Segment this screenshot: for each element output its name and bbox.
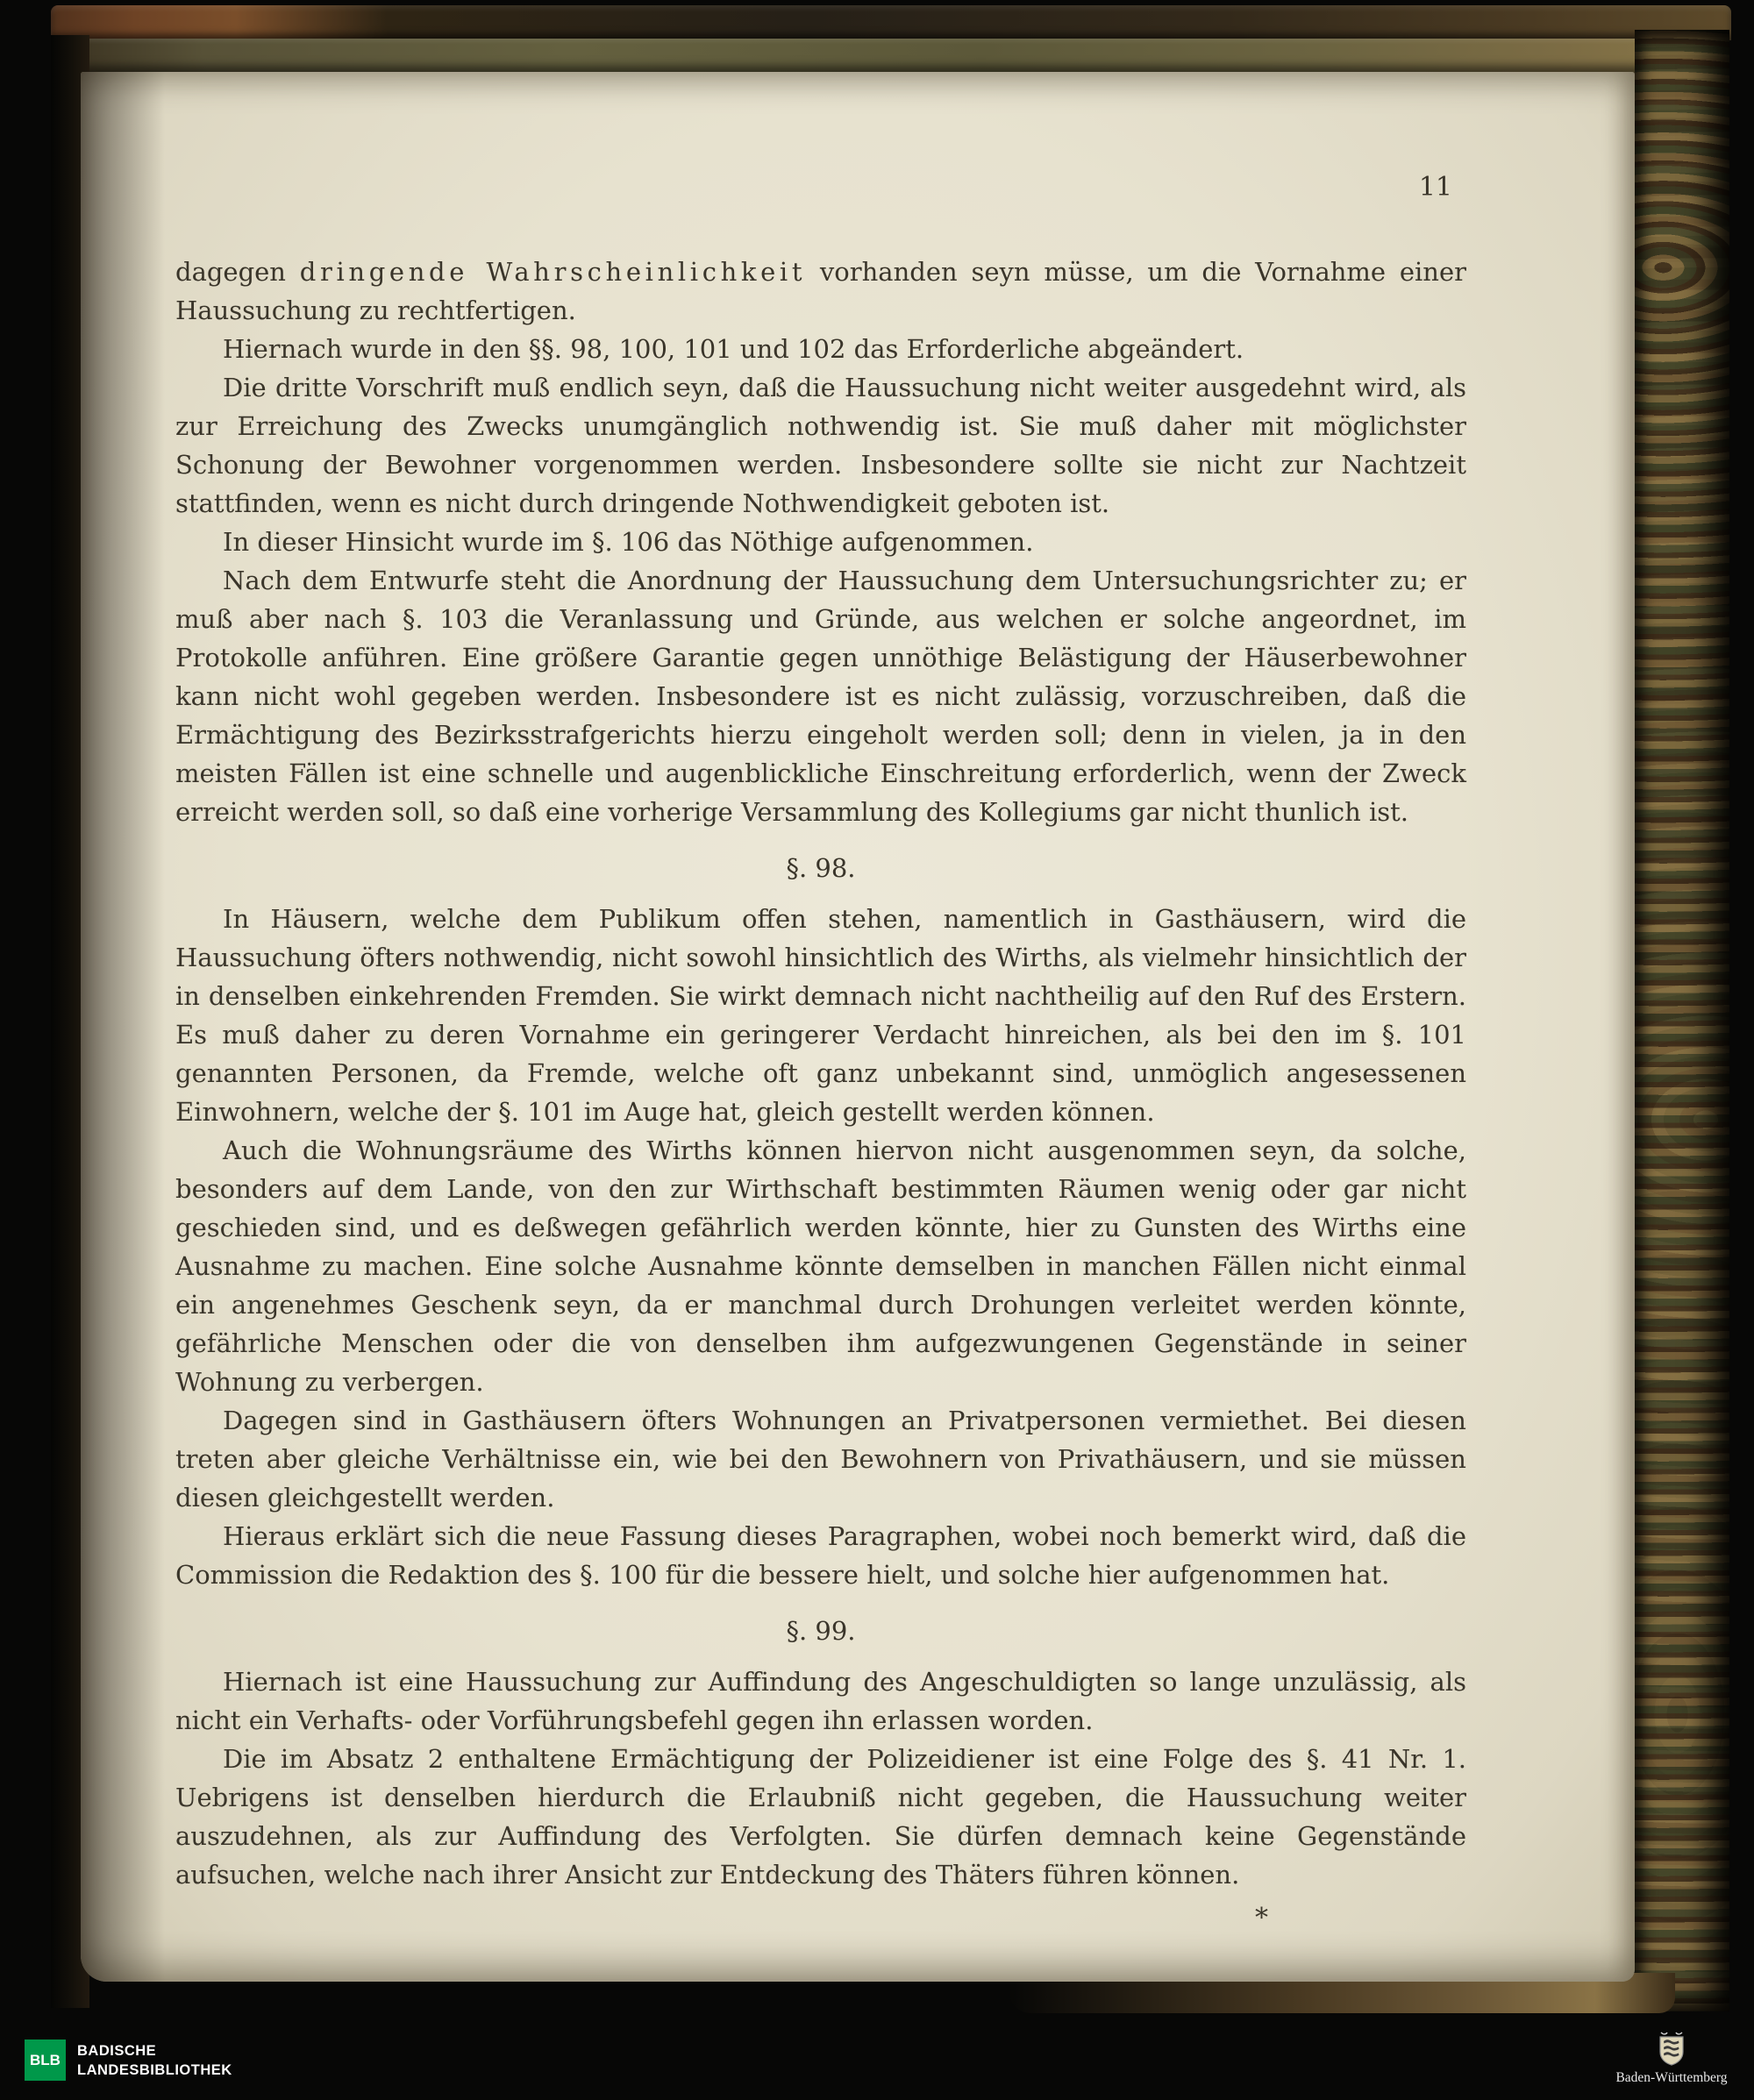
book-page	[81, 72, 1635, 1982]
paragraph-3: Die dritte Vorschrift muß endlich seyn, daß die Haussuchung nicht weiter ausgedehnt wird, als zur Erreichung des Zwecks unumgänglich nothwendig ist. Sie muß daher mit möglichster Schonung der Bewohner vorgenommen werden. Insbesondere sollte sie nicht zur Nachtzeit stattfinden, wenn es nicht durch dringende Nothwendigkeit geboten ist.	[175, 373, 1466, 518]
state-name: Baden-Württemberg	[1615, 2070, 1728, 2085]
bw-coat-of-arms-icon	[1658, 2032, 1686, 2068]
emphasized-text: dringende Wahrscheinlichkeit	[299, 257, 807, 287]
library-name-line1: BADISCHE	[77, 2042, 157, 2059]
section-heading-98: §. 98.	[786, 853, 856, 883]
book-cover-top-edge	[51, 5, 1731, 40]
signature-mark: *	[1255, 1903, 1268, 1933]
book-pages-top-edge	[70, 39, 1729, 74]
state-branding	[1601, 2032, 1742, 2086]
paragraph-continuation	[175, 253, 1466, 330]
library-branding	[25, 2039, 232, 2081]
blb-logo: BLB	[25, 2039, 66, 2081]
paragraph-5: Nach dem Entwurfe steht die Anordnung der Haussuchung dem Untersuchungsrichter zu; er muß aber nach §. 103 die Veranlassung und Gründe, aus welchen er solche angeordnet, im Protokolle anführen. Eine größere Garantie gegen unnöthige Belästigung der Häuserbewohner kann nicht wohl gegeben werden. Insbesondere ist es nicht zulässig, vorzuschreiben, daß die Ermächtigung des Bezirksstrafgerichts hierzu eingeholt werden soll; denn in vielen, ja in den meisten Fällen ist eine schnelle und augenblickliche Einschreitung erforderlich, wenn der Zweck erreicht werden soll, so daß eine vorherige Versammlung des Kollegiums gar nicht thunlich ist.	[175, 566, 1466, 827]
paragraph-7: Auch die Wohnungsräume des Wirths können hiervon nicht ausgenommen seyn, da solche, besonders auf dem Lande, von den zur Wirthschaft bestimmten Räumen wenig oder gar nicht geschieden sind, und es deßwegen gefährlich werden könnte, hier zu Gunsten des Wirths eine Ausnahme zu machen. Eine solche Ausnahme könnte demselben in manchen Fällen nicht einmal ein angenehmes Geschenk seyn, da er manchmal durch Drohungen verleitet werden könnte, gefährliche Menschen oder die von denselben ihm aufgezwungenen Gegenstände in seiner Wohnung zu verbergen.	[175, 1135, 1466, 1397]
paragraph-10: Hiernach ist eine Haussuchung zur Auffindung des Angeschuldigten so lange unzulässig, als nicht ein Verhafts- oder Vorführungsbefehl gegen ihn erlassen worden.	[175, 1667, 1466, 1735]
page-number: 11	[1418, 172, 1452, 203]
marbled-fore-edge	[1635, 30, 1729, 2011]
text-column	[175, 168, 1466, 1938]
section-heading-99: §. 99.	[786, 1616, 856, 1646]
paragraph-4: In dieser Hinsicht wurde im §. 106 das Nöthige aufgenommen.	[223, 527, 1034, 557]
library-name-line2: LANDESBIBLIOTHEK	[77, 2061, 232, 2078]
paragraph-11: Die im Absatz 2 enthaltene Ermächtigung der Polizeidiener ist eine Folge des §. 41 Nr. 1. Uebrigens ist denselben hierdurch die Erlaubniß nicht gegeben, die Haussuchung weiter auszudehnen, als zur Auffindung des Verfolgten. Sie dürfen demnach keine Gegenstände aufsuchen, welche nach ihrer Ansicht zur Entdeckung des Thäters führen können.	[175, 1744, 1466, 1890]
library-name	[77, 2041, 232, 2080]
paragraph-9: Hieraus erklärt sich die neue Fassung dieses Paragraphen, wobei noch bemerkt wird, daß die Commission die Redaktion des §. 100 für die bessere hielt, und solche hier aufgenommen hat.	[175, 1521, 1466, 1590]
paragraph-8: Dagegen sind in Gasthäusern öfters Wohnungen an Privatpersonen vermiethet. Bei diesen treten aber gleiche Verhältnisse ein, wie bei den Bewohnern von Privathäusern, und sie müssen diesen gleichgestellt werden.	[175, 1406, 1466, 1513]
paragraph-2: Hiernach wurde in den §§. 98, 100, 101 und 102 das Erforderliche abgeändert.	[223, 334, 1244, 364]
paragraph-text: vorhanden seyn müsse, um die Vornahme einer Haussuchung zu rechtfertigen.	[175, 257, 1466, 325]
paragraph-text: dagegen	[175, 257, 300, 287]
paragraph-6: In Häusern, welche dem Publikum offen stehen, namentlich in Gasthäusern, wird die Haussuchung öfters nothwendig, nicht sowohl hinsichtlich des Wirths, als vielmehr hinsichtlich der in denselben einkehrenden Fremden. Sie wirkt demnach nicht nachtheilig auf den Ruf des Erstern. Es muß daher zu deren Vornahme ein geringerer Verdacht hinreichen, als bei den im §. 101 genannten Personen, da Fremde, welche oft ganz unbekannt sind, unmöglich angesessenen Einwohnern, welche der §. 101 im Auge hat, gleich gestellt werden können.	[175, 904, 1466, 1127]
